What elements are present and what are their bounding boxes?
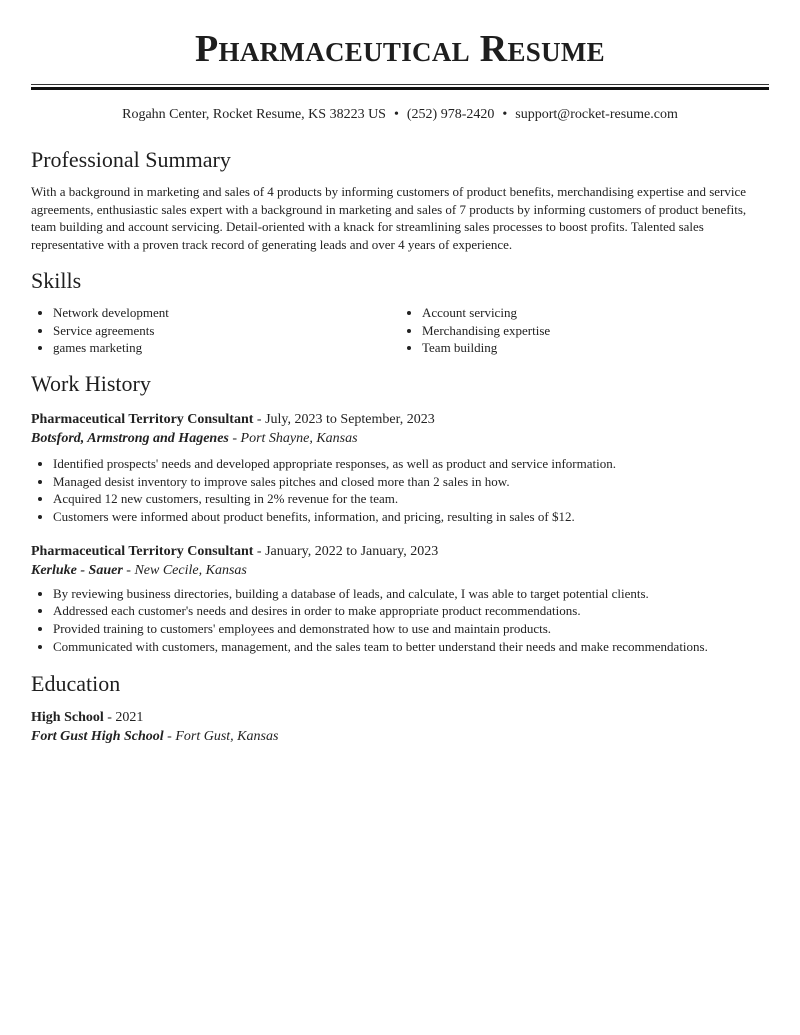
company-name: Kerluke - Sauer (31, 562, 123, 578)
skills-column-left (31, 304, 400, 357)
job-dates: - July, 2023 to September, 2023 (253, 411, 435, 427)
degree: High School (31, 709, 104, 725)
bullet-separator: • (502, 107, 508, 122)
skill-item: • Service agreements (53, 322, 400, 340)
job-entry (31, 542, 769, 656)
school-line (31, 727, 769, 746)
summary-text: With a background in marketing and sales of 4 products by informing customers of product benefits, merchandising expertise and service agreements, enthusiastic sales expert with a background in marketing and sales of 7 products by informing customers of product benefits, team building and account servicing. Detail-oriented with a knack for streamlining sales processes to boost profits. Talented sales representative with a proven track record of generating leads and over 4 years of experience. (31, 184, 747, 253)
education-entry (31, 708, 769, 746)
contact-address: Rogahn Center, Rocket Resume, KS 38223 US (122, 107, 386, 122)
job-bullet: • Customers were informed about product benefits, information, and pricing, resulting in sales of $12. (53, 508, 769, 526)
job-bullets (31, 585, 769, 656)
job-bullet: • Identified prospects' needs and developed appropriate responses, as well as product and service information. (53, 455, 769, 473)
job-title-line (31, 542, 769, 561)
job-title: Pharmaceutical Territory Consultant (31, 411, 254, 427)
company-line (31, 561, 769, 580)
job-bullet: • Addressed each customer's needs and desires in order to make appropriate product recommendations. (53, 602, 769, 620)
section-heading-education: Education (31, 670, 121, 696)
skill-item: • games marketing (53, 339, 400, 357)
section-heading-skills: Skills (31, 267, 82, 293)
skill-item: • Merchandising expertise (422, 322, 769, 340)
job-bullets (31, 455, 769, 526)
skill-item: • Team building (422, 339, 769, 357)
degree-line (31, 708, 769, 727)
resume-title: Pharmaceutical Resume (195, 28, 605, 70)
job-bullet: • Communicated with customers, management, and the sales team to better understand their needs and make recommendations. (53, 638, 769, 656)
job-bullet: • Provided training to customers' employees and demonstrated how to use and maintain products. (53, 620, 769, 638)
graduation-year: - 2021 (103, 709, 144, 725)
contact-line (31, 106, 769, 124)
double-rule-divider (31, 84, 769, 90)
company-name: Botsford, Armstrong and Hagenes (31, 430, 229, 446)
job-title: Pharmaceutical Territory Consultant (31, 543, 254, 559)
company-location: - Port Shayne, Kansas (228, 430, 358, 446)
contact-phone: (252) 978-2420 (406, 107, 495, 122)
bullet-separator: • (393, 107, 399, 122)
school-name: Fort Gust High School (31, 728, 164, 744)
job-bullet: • Managed desist inventory to improve sales pitches and closed more than 2 sales in how. (53, 473, 769, 491)
section-heading-work-history: Work History (31, 370, 151, 396)
job-entry (31, 410, 769, 526)
skill-item: • Account servicing (422, 304, 769, 322)
skills-list (31, 304, 769, 357)
company-line (31, 429, 769, 448)
contact-email: support@rocket-resume.com (515, 107, 678, 122)
skills-column-right (400, 304, 769, 357)
job-title-line (31, 410, 769, 429)
school-location: - Fort Gust, Kansas (163, 728, 279, 744)
skill-item: • Network development (53, 304, 400, 322)
section-heading-summary: Professional Summary (31, 147, 231, 172)
company-location: - New Cecile, Kansas (122, 562, 247, 578)
job-bullet: • Acquired 12 new customers, resulting in 2% revenue for the team. (53, 490, 769, 508)
job-dates: - January, 2022 to January, 2023 (253, 543, 439, 559)
job-bullet: • By reviewing business directories, building a database of leads, and calculate, I was able to target potential clients. (53, 585, 769, 603)
